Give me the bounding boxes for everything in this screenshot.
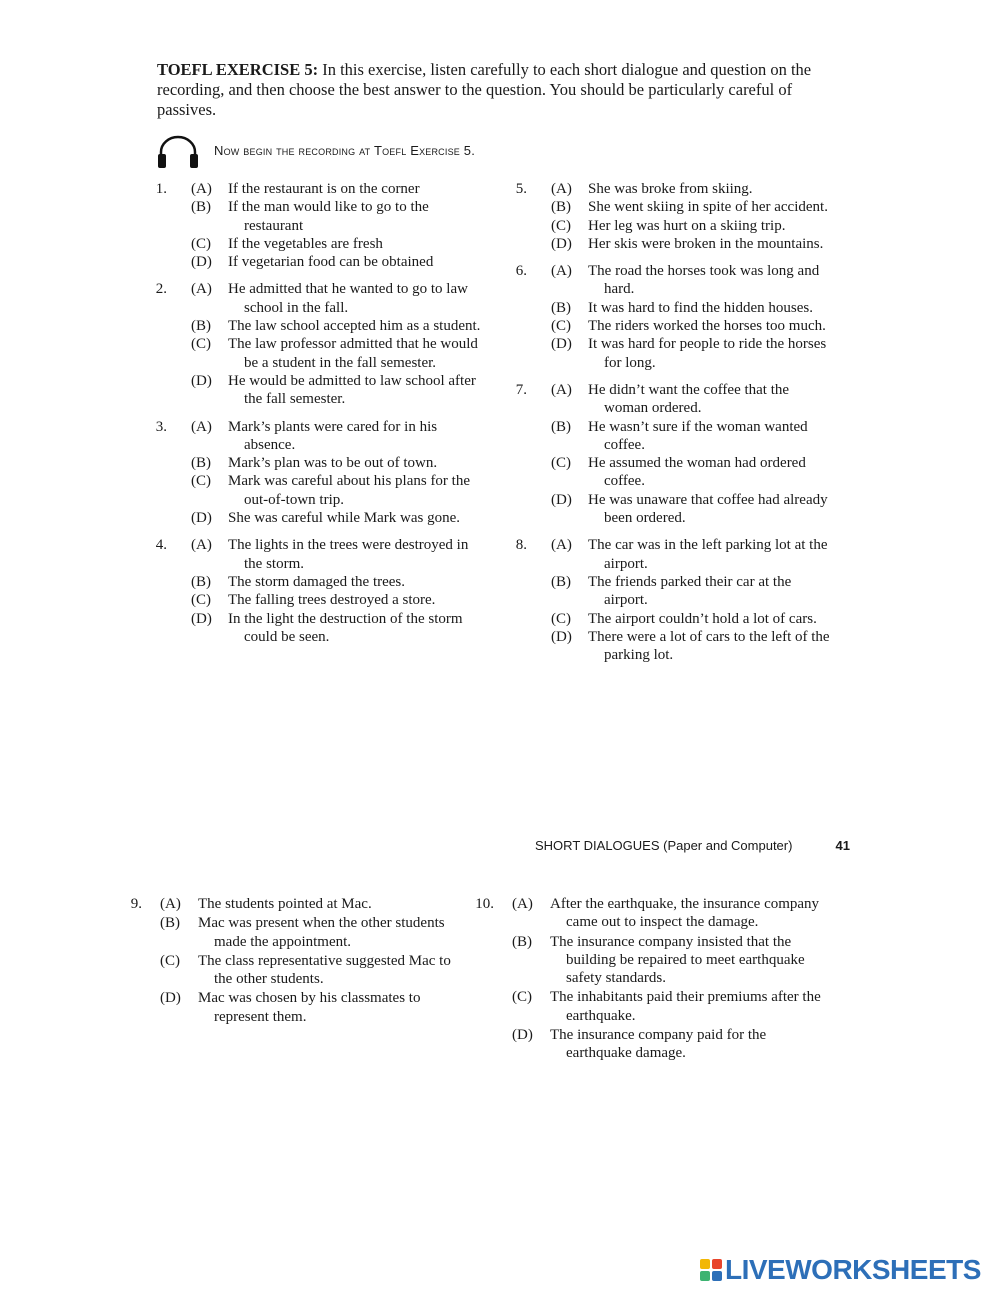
option-text: If the restaurant is on the corner: [228, 181, 420, 197]
answer-option[interactable]: [145, 180, 485, 198]
option-letter: (A): [551, 263, 572, 280]
question-number: 8.: [515, 537, 527, 554]
question-number: 7.: [515, 381, 527, 398]
liveworksheets-logo: [700, 1255, 995, 1285]
option-letter: (A): [551, 181, 572, 197]
questions-column-2: [505, 180, 835, 673]
questions-column-3: [120, 895, 460, 1027]
option-letter: (C): [160, 952, 180, 969]
option-text: He admitted that he wanted to go to law school in the fall.: [228, 281, 468, 316]
answer-option[interactable]: [145, 418, 485, 455]
question-item: [145, 280, 485, 408]
option-text: It was hard to find the hidden houses.: [588, 299, 813, 316]
option-text: She went skiing in spite of her accident.: [588, 199, 828, 216]
option-letter: (A): [191, 418, 212, 435]
answer-option[interactable]: [505, 418, 835, 455]
option-text: He was unaware that coffee had already been ordered.: [588, 491, 828, 527]
answer-option[interactable]: [505, 381, 835, 418]
answer-option[interactable]: [505, 262, 835, 299]
answer-option[interactable]: [145, 591, 485, 609]
option-text: The inhabitants paid their premiums after the earthquake.: [550, 989, 821, 1024]
option-letter: (D): [191, 610, 212, 627]
answer-option[interactable]: [505, 217, 835, 235]
answer-option[interactable]: [145, 536, 485, 573]
question-number: 1.: [155, 181, 167, 197]
answer-option[interactable]: [145, 280, 485, 317]
answer-option[interactable]: [145, 235, 485, 253]
answer-option[interactable]: [505, 235, 835, 253]
option-letter: (C): [512, 989, 532, 1006]
questions-column-1: [145, 180, 485, 655]
recording-prompt: [157, 134, 657, 170]
option-letter: (D): [191, 510, 212, 527]
option-text: Mark’s plan was to be out of town.: [228, 455, 438, 472]
question-number: 10.: [475, 896, 494, 912]
option-letter: (A): [160, 896, 181, 912]
option-letter: (B): [191, 573, 211, 590]
answer-option[interactable]: [505, 335, 835, 372]
option-letter: (B): [551, 199, 571, 216]
option-letter: (C): [551, 455, 571, 472]
page-footer: [535, 838, 850, 853]
option-text: The car was in the left parking lot at the airport.: [588, 537, 828, 572]
answer-option[interactable]: [505, 628, 835, 665]
answer-option[interactable]: [505, 454, 835, 491]
exercise-label: TOEFL EXERCISE 5:: [157, 60, 319, 79]
option-letter: (A): [551, 537, 572, 554]
question-item: [505, 180, 835, 253]
answer-option[interactable]: [472, 895, 822, 932]
option-letter: (B): [551, 299, 571, 316]
option-letter: (D): [160, 990, 181, 1007]
option-text: He wasn’t sure if the woman wanted coffee.: [588, 418, 808, 453]
option-text: The lights in the trees were destroyed in the storm.: [228, 537, 469, 572]
option-letter: (D): [551, 491, 572, 508]
exercise-text: In this exercise, listen carefully to each short dialogue and question on the recording, and then choose the best answer to the question. You should be particularly careful of passives.: [157, 60, 812, 119]
answer-option[interactable]: [505, 573, 835, 610]
answer-option[interactable]: [145, 454, 485, 472]
option-letter: (C): [191, 592, 211, 609]
answer-option[interactable]: [120, 895, 460, 913]
answer-option[interactable]: [505, 299, 835, 317]
option-letter: (C): [551, 318, 571, 335]
option-text: The students pointed at Mac.: [198, 896, 372, 912]
option-text: Her leg was hurt on a skiing trip.: [588, 217, 786, 234]
option-text: The road the horses took was long and hard.: [588, 263, 820, 298]
option-text: The law school accepted him as a student.: [228, 318, 481, 335]
answer-option[interactable]: [120, 914, 460, 951]
answer-option[interactable]: [145, 253, 485, 271]
option-letter: (D): [191, 254, 212, 271]
logo-grid-icon: [700, 1259, 722, 1281]
answer-option[interactable]: [505, 198, 835, 216]
option-text: She was broke from skiing.: [588, 181, 753, 197]
answer-option[interactable]: [145, 472, 485, 509]
option-letter: (C): [551, 610, 571, 627]
option-text: The law professor admitted that he would be a student in the fall semester.: [228, 336, 478, 371]
answer-option[interactable]: [472, 988, 822, 1025]
answer-option[interactable]: [145, 610, 485, 647]
option-letter: (D): [551, 336, 572, 353]
option-text: She was careful while Mark was gone.: [228, 510, 461, 527]
option-text: If vegetarian food can be obtained: [228, 254, 434, 271]
option-letter: (C): [191, 473, 211, 490]
option-letter: (B): [551, 573, 571, 590]
question-number: 4.: [155, 537, 167, 554]
answer-option[interactable]: [505, 491, 835, 528]
answer-option[interactable]: [120, 989, 460, 1026]
headphones-icon: [157, 134, 199, 170]
option-text: The falling trees destroyed a store.: [228, 592, 436, 609]
option-text: Mac was chosen by his classmates to represent them.: [198, 990, 421, 1025]
option-letter: (B): [512, 933, 532, 950]
question-item: [145, 418, 485, 528]
answer-option[interactable]: [120, 952, 460, 989]
option-letter: (D): [551, 235, 572, 252]
option-letter: (B): [191, 318, 211, 335]
option-letter: (D): [512, 1027, 533, 1044]
question-item: [505, 262, 835, 372]
option-text: Her skis were broken in the mountains.: [588, 235, 824, 252]
question-number: 3.: [155, 418, 167, 435]
answer-option[interactable]: [145, 573, 485, 591]
option-text: He assumed the woman had ordered coffee.: [588, 455, 806, 490]
option-text: It was hard for people to ride the horses for long.: [588, 336, 827, 371]
option-text: The riders worked the horses too much.: [588, 318, 826, 335]
answer-option[interactable]: [505, 610, 835, 628]
option-text: He would be admitted to law school after the fall semester.: [228, 372, 476, 408]
option-letter: (C): [551, 217, 571, 234]
option-letter: (A): [191, 281, 212, 298]
option-letter: (B): [191, 455, 211, 472]
option-letter: (B): [160, 915, 180, 932]
option-text: Mark was careful about his plans for the out-of-town trip.: [228, 473, 471, 508]
logo-text: LIVEWORKSHEETS: [725, 1254, 981, 1285]
answer-option[interactable]: [472, 933, 822, 988]
option-letter: (A): [512, 896, 533, 912]
section-title: SHORT DIALOGUES (Paper and Computer): [535, 838, 793, 853]
option-text: The airport couldn’t hold a lot of cars.: [588, 610, 817, 627]
answer-option[interactable]: [145, 335, 485, 372]
answer-option[interactable]: [505, 317, 835, 335]
question-item: [145, 536, 485, 646]
option-text: The insurance company paid for the earthquake damage.: [550, 1027, 767, 1062]
option-text: If the man would like to go to the restaurant: [228, 199, 429, 234]
question-number: 2.: [155, 281, 167, 298]
option-text: Mark’s plants were cared for in his absence.: [228, 418, 438, 453]
page-number: 41: [835, 838, 850, 853]
option-letter: (D): [551, 628, 572, 645]
option-text: If the vegetables are fresh: [228, 235, 383, 252]
question-item: [145, 180, 485, 271]
option-text: The friends parked their car at the airport.: [588, 573, 792, 609]
answer-option[interactable]: [505, 536, 835, 573]
answer-option[interactable]: [145, 317, 485, 335]
question-number: 6.: [515, 263, 527, 280]
option-letter: (D): [191, 372, 212, 389]
answer-option[interactable]: [505, 180, 835, 198]
option-text: In the light the destruction of the storm could be seen.: [228, 610, 463, 645]
answer-option[interactable]: [145, 372, 485, 409]
option-letter: (A): [551, 381, 572, 398]
option-text: The storm damaged the trees.: [228, 573, 406, 590]
option-letter: (B): [191, 199, 211, 216]
option-text: He didn’t want the coffee that the woman ordered.: [588, 381, 790, 417]
question-number: 5.: [515, 181, 527, 197]
question-item: [472, 895, 822, 1063]
option-text: The class representative suggested Mac to the other students.: [198, 952, 451, 988]
answer-option[interactable]: [472, 1026, 822, 1063]
recording-instruction: Now begin the recording at Toefl Exercise 5.: [214, 143, 476, 158]
option-letter: (C): [191, 235, 211, 252]
option-text: The insurance company insisted that the building be repaired to meet earthquake safety standards.: [550, 933, 805, 987]
answer-option[interactable]: [145, 198, 485, 235]
option-letter: (A): [191, 537, 212, 554]
question-number: 9.: [130, 896, 142, 912]
question-item: [505, 536, 835, 664]
questions-column-4: [472, 895, 822, 1064]
question-item: [120, 895, 460, 1026]
exercise-instructions: [157, 60, 847, 120]
question-item: [505, 381, 835, 527]
answer-option[interactable]: [145, 509, 485, 527]
option-text: There were a lot of cars to the left of the parking lot.: [588, 628, 830, 664]
option-text: Mac was present when the other students made the appointment.: [198, 915, 445, 950]
option-letter: (B): [551, 418, 571, 435]
option-text: After the earthquake, the insurance company came out to inspect the damage.: [550, 896, 820, 931]
option-letter: (A): [191, 181, 212, 197]
option-letter: (C): [191, 336, 211, 353]
